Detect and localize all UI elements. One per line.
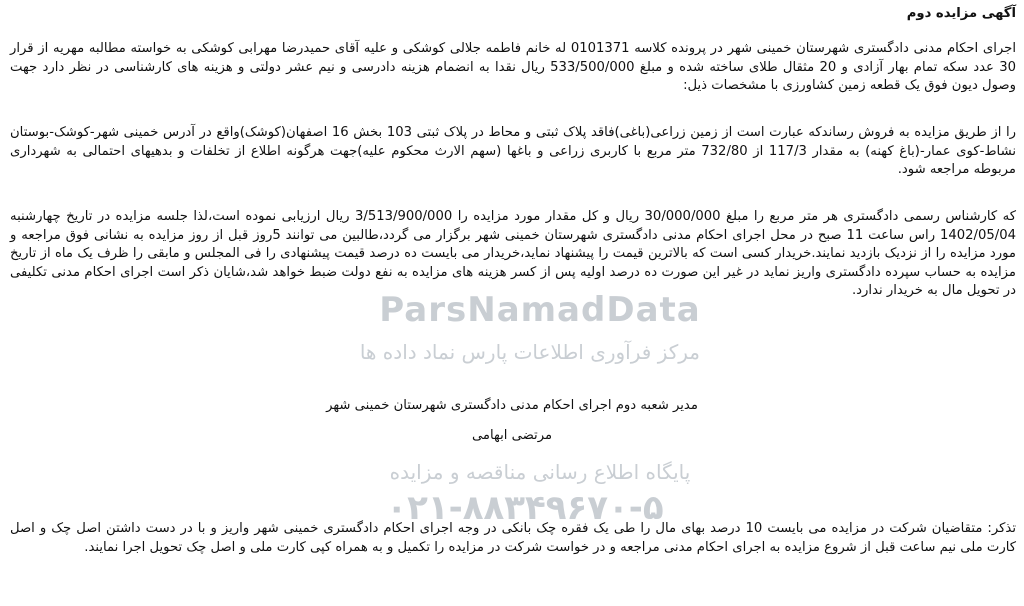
watermark-portal-line: پایگاه اطلاع رسانی مناقصه و مزایده <box>389 460 691 484</box>
notice-paragraph-intro: اجرای احکام مدنی دادگستری شهرستان خمینی شهر در پرونده کلاسه 0101371 له خانم فاطمه جلالی کوشکی و علیه آقای حمیدرضا مهرابی کوشکی به خواسته مطالبه مهریه از قرار 30 عدد سکه تمام بهار آزادی و 20 مثقال طلای ساخته شده و مبلغ 533/500/000 ریال نقدا به انضمام هزینه دادرسی و نیم عشر دولتی و هزینه های کارشناسی در نظر دارد جهت وصول دیون فوق یک قطعه زمین کشاورزی با مشخصات ذیل: <box>10 41 1016 94</box>
signature-name: مرتضی ابهامی <box>471 428 553 443</box>
signature-title: مدیر شعبه دوم اجرای احکام مدنی دادگستری شهرستان خمینی شهر <box>326 398 698 413</box>
notice-footnote: تذکر: متقاضیان شرکت در مزایده می بایست 10 درصد بهای مال را طی یک فقره چک بانکی در وجه اجرای احکام دادگستری خمینی شهر واریز و با در دست داشتن اصل چک و اصل کارت ملی نیم ساعت قبل از شروع مزایده به اجرای احکام مدنی مراجعه و در خواست شرکت در مزایده را تکمیل و به همراه کپی کارت ملی و اصل چک تحویل اجرا نمایند. <box>10 521 1016 555</box>
watermark-phone: ۰۲۱-۸۸۳۴۹۶۷۰-۵ <box>386 488 664 528</box>
notice-title: آگهی مزایده دوم <box>906 6 1016 21</box>
watermark-company-line: مرکز فرآوری اطلاعات پارس نماد داده ها <box>359 340 700 364</box>
watermark-brand: ParsNamadData <box>379 290 701 330</box>
notice-paragraph-property: را از طریق مزایده به فروش رساندکه عبارت است از زمین زراعی(باغی)فاقد پلاک ثبتی و محاط در پلاک ثبتی 103 بخش 16 اصفهان(کوشک)واقع در آدرس خمینی شهر-کوشک-بوستان نشاط-کوی عمار-(باغ کهنه) به مقدار 117/3 از 732/80 متر مربع با کاربری زراعی و باغها (سهم الارث محکوم علیه)جهت هرگونه اطلاع از تخلفات و بدهیهای احتمالی به شهرداری مربوطه مراجعه شود. <box>10 125 1016 178</box>
notice-paragraph-terms: که کارشناس رسمی دادگستری هر متر مربع را مبلغ 30/000/000 ریال و کل مقدار مورد مزایده را 3/513/900/000 ریال ارزیابی نموده است،لذا جلسه مزایده در تاریخ چهارشنبه 1402/05/04 راس ساعت 11 صبح در محل اجرای احکام مدنی دادگستری شهرستان خمینی شهر برگزار می گردد،طالبین می توانند 5روز قبل از روز مزایده به نشانی فوق مراجعه و مورد مزایده را از نزدیک بازدید نمایند.خریدار کسی است که بالاترین قیمت را پیشنهاد نماید،خریدار می بایست ده درصد قیمت پیشنهادی را فی المجلس و مابقی را ظرف یک ماه از تاریخ مزایده به حساب سپرده دادگستری واریز نماید در غیر این صورت ده درصد اولیه پس از کسر هزینه های مزایده به نفع دولت ضبط خواهد شد،شایان ذکر است اجرای احکام مدنی تکلیفی در تحویل مال به خریدار ندارد. <box>10 209 1016 299</box>
